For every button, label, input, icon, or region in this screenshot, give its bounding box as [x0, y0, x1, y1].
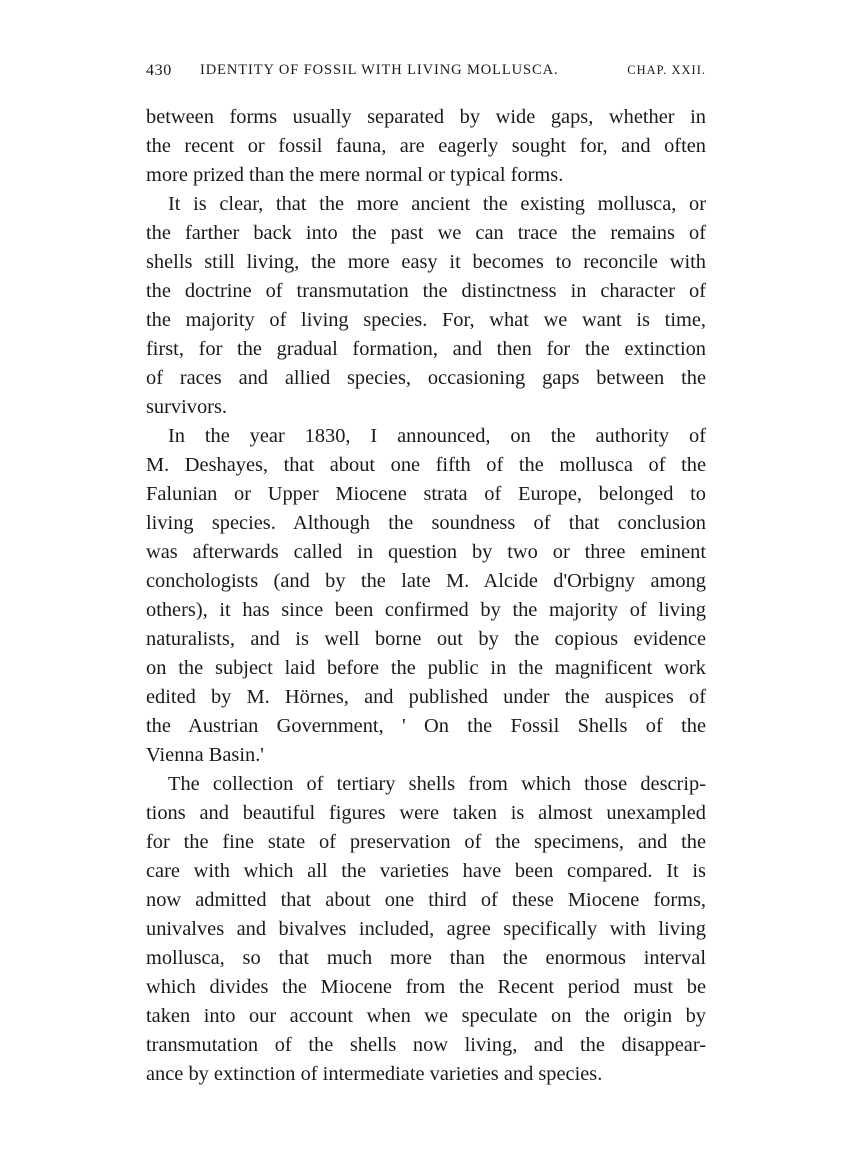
text-line: ance by extinction of intermediate varieties and species. [146, 1063, 603, 1085]
chapter-label: CHAP. XXII. [627, 63, 706, 77]
text-line: naturalists, and is well borne out by the copious evidence [146, 628, 706, 650]
page-number: 430 [146, 62, 172, 79]
text-line: the farther back into the past we can trace the remains of [146, 222, 706, 244]
text-line: living species. Although the soundness of that conclusion [146, 512, 706, 534]
text-line: taken into our account when we speculate on the origin by [146, 1005, 706, 1027]
text-line: on the subject laid before the public in the magnificent work [146, 657, 706, 679]
text-line: Falunian or Upper Miocene strata of Europe, belonged to [146, 483, 706, 505]
text-line: others), it has since been confirmed by the majority of living [146, 599, 706, 621]
body-text [146, 103, 706, 1089]
text-line: care with which all the varieties have been compared. It is [146, 860, 706, 882]
text-line: the majority of living species. For, what we want is time, [146, 309, 706, 331]
text-line: mollusca, so that much more than the enormous interval [146, 947, 706, 969]
text-line: of races and allied species, occasioning gaps between the [146, 367, 706, 389]
text-line: now admitted that about one third of these Miocene forms, [146, 889, 706, 911]
text-line: the doctrine of transmutation the distinctness in character of [146, 280, 706, 302]
text-line: Vienna Basin.' [146, 744, 264, 766]
paragraph-first-line: In the year 1830, I announced, on the authority of [168, 425, 706, 447]
running-head [146, 62, 706, 86]
paragraph-first-line: It is clear, that the more ancient the existing mollusca, or [168, 193, 706, 215]
text-line: tions and beautiful figures were taken is almost unexampled [146, 802, 706, 824]
text-line: M. Deshayes, that about one fifth of the mollusca of the [146, 454, 706, 476]
text-line: the Austrian Government, ' On the Fossil Shells of the [146, 715, 706, 737]
running-title: IDENTITY OF FOSSIL WITH LIVING MOLLUSCA. [200, 62, 559, 78]
text-line: first, for the gradual formation, and then for the extinction [146, 338, 706, 360]
text-line: edited by M. Hörnes, and published under the auspices of [146, 686, 706, 708]
text-line: transmutation of the shells now living, and the disappear- [146, 1034, 706, 1056]
text-line: conchologists (and by the late M. Alcide d'Orbigny among [146, 570, 706, 592]
text-line: univalves and bivalves included, agree specifically with living [146, 918, 706, 940]
text-line: more prized than the mere normal or typical forms. [146, 164, 564, 186]
text-line: the recent or fossil fauna, are eagerly sought for, and often [146, 135, 706, 157]
paragraph-first-line: The collection of tertiary shells from which those descrip- [168, 773, 706, 795]
text-line: was afterwards called in question by two or three eminent [146, 541, 706, 563]
text-line: which divides the Miocene from the Recent period must be [146, 976, 706, 998]
text-line: survivors. [146, 396, 227, 418]
text-line: between forms usually separated by wide gaps, whether in [146, 106, 706, 128]
text-line: shells still living, the more easy it becomes to reconcile with [146, 251, 706, 273]
text-line: for the fine state of preservation of the specimens, and the [146, 831, 706, 853]
